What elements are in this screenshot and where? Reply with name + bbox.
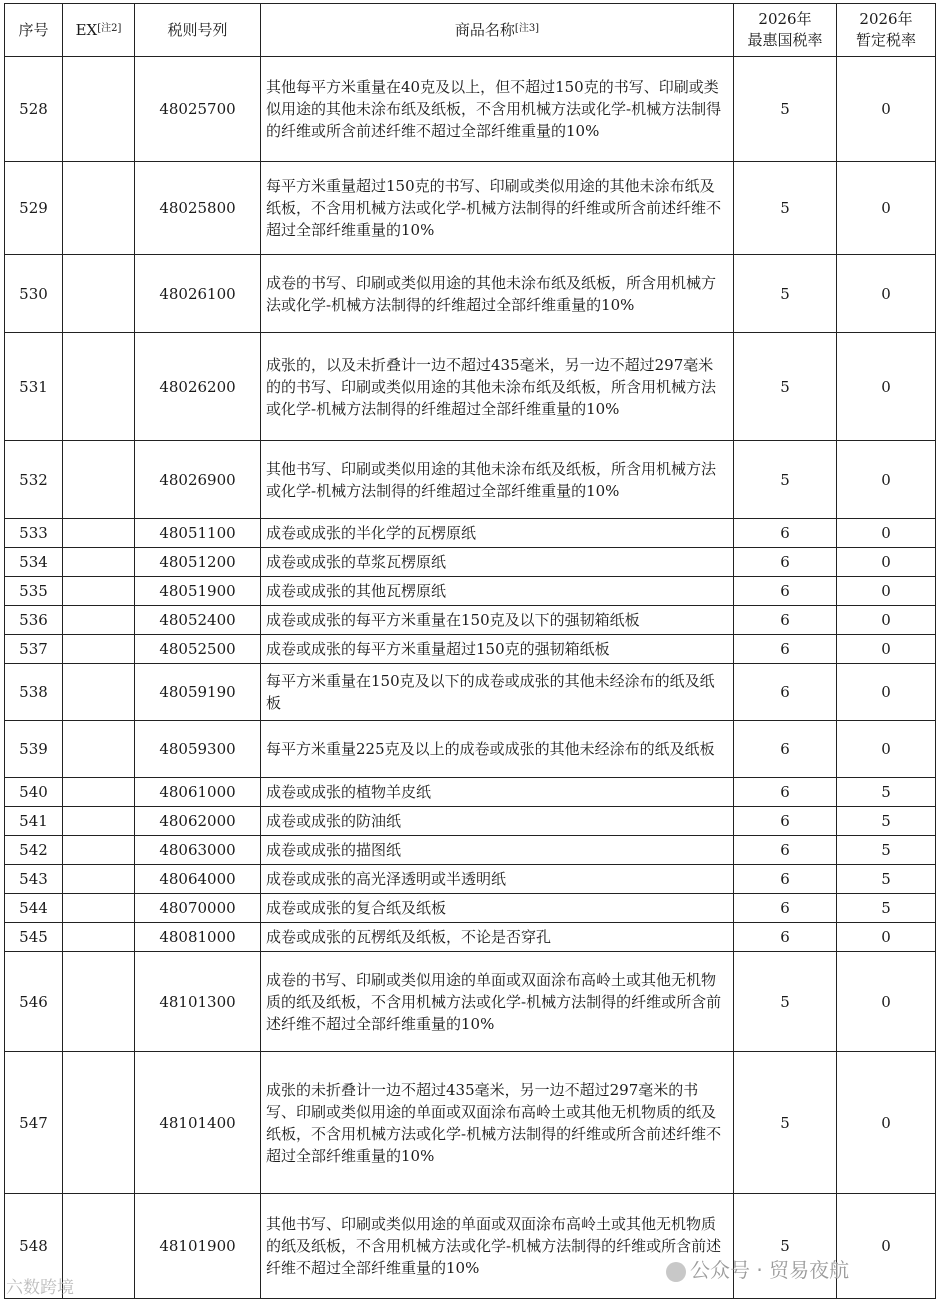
cell-seq: 546 bbox=[5, 952, 63, 1052]
cell-mfn-rate: 6 bbox=[734, 721, 837, 778]
table-row bbox=[5, 162, 936, 255]
cell-provisional-rate: 0 bbox=[837, 333, 936, 441]
cell-mfn-rate: 6 bbox=[734, 635, 837, 664]
cell-ex bbox=[63, 1052, 135, 1194]
cell-tariff-code: 48070000 bbox=[135, 894, 261, 923]
header-name-note: [注3] bbox=[514, 22, 540, 34]
table-row bbox=[5, 807, 936, 836]
cell-seq: 528 bbox=[5, 57, 63, 162]
cell-product-name: 成卷或成张的瓦楞纸及纸板，不论是否穿孔 bbox=[261, 923, 734, 952]
table-row bbox=[5, 635, 936, 664]
cell-provisional-rate: 0 bbox=[837, 1194, 936, 1299]
table-row bbox=[5, 548, 936, 577]
cell-ex bbox=[63, 664, 135, 721]
cell-mfn-rate: 5 bbox=[734, 1194, 837, 1299]
cell-provisional-rate: 0 bbox=[837, 664, 936, 721]
cell-seq: 538 bbox=[5, 664, 63, 721]
cell-mfn-rate: 6 bbox=[734, 548, 837, 577]
cell-seq: 536 bbox=[5, 606, 63, 635]
cell-tariff-code: 48101900 bbox=[135, 1194, 261, 1299]
table-row bbox=[5, 778, 936, 807]
table-row bbox=[5, 441, 936, 519]
cell-product-name: 成卷或成张的其他瓦楞原纸 bbox=[261, 577, 734, 606]
table-row bbox=[5, 1052, 936, 1194]
cell-provisional-rate: 0 bbox=[837, 635, 936, 664]
cell-mfn-rate: 6 bbox=[734, 807, 837, 836]
cell-tariff-code: 48051100 bbox=[135, 519, 261, 548]
cell-mfn-rate: 5 bbox=[734, 1052, 837, 1194]
cell-tariff-code: 48062000 bbox=[135, 807, 261, 836]
cell-product-name: 成卷或成张的草浆瓦楞原纸 bbox=[261, 548, 734, 577]
watermark-right-text: 公众号 · 贸易夜航 bbox=[690, 1258, 850, 1282]
cell-product-name: 成卷或成张的半化学的瓦楞原纸 bbox=[261, 519, 734, 548]
cell-provisional-rate: 5 bbox=[837, 778, 936, 807]
cell-ex bbox=[63, 836, 135, 865]
cell-tariff-code: 48064000 bbox=[135, 865, 261, 894]
table-row bbox=[5, 923, 936, 952]
header-seq: 序号 bbox=[5, 4, 63, 57]
cell-seq: 531 bbox=[5, 333, 63, 441]
cell-tariff-code: 48052500 bbox=[135, 635, 261, 664]
cell-provisional-rate: 5 bbox=[837, 865, 936, 894]
cell-mfn-rate: 6 bbox=[734, 519, 837, 548]
cell-mfn-rate: 5 bbox=[734, 57, 837, 162]
cell-ex bbox=[63, 865, 135, 894]
cell-seq: 533 bbox=[5, 519, 63, 548]
cell-ex bbox=[63, 519, 135, 548]
cell-tariff-code: 48059190 bbox=[135, 664, 261, 721]
cell-mfn-rate: 6 bbox=[734, 836, 837, 865]
wechat-icon bbox=[666, 1262, 686, 1282]
table-row bbox=[5, 333, 936, 441]
table-row bbox=[5, 519, 936, 548]
cell-seq: 537 bbox=[5, 635, 63, 664]
cell-tariff-code: 48026200 bbox=[135, 333, 261, 441]
cell-mfn-rate: 5 bbox=[734, 162, 837, 255]
header-ex-label: EX bbox=[75, 20, 98, 39]
table-row bbox=[5, 255, 936, 333]
cell-product-name: 成张的未折叠计一边不超过435毫米，另一边不超过297毫米的书写、印刷或类似用途的单面或双面涂布高岭土或其他无机物质的纸及纸板，不含用机械方法或化学-机械方法制得的纤维或所含前述纤维不超过全部纤维重量的10% bbox=[261, 1052, 734, 1194]
cell-ex bbox=[63, 923, 135, 952]
cell-ex bbox=[63, 333, 135, 441]
cell-product-name: 成张的，以及未折叠计一边不超过435毫米，另一边不超过297毫米的的书写、印刷或类似用途的其他未涂布纸及纸板，所含用机械方法或化学-机械方法制得的纤维超过全部纤维重量的10% bbox=[261, 333, 734, 441]
watermark-right bbox=[666, 1254, 849, 1283]
cell-ex bbox=[63, 778, 135, 807]
cell-product-name: 成卷或成张的复合纸及纸板 bbox=[261, 894, 734, 923]
cell-seq: 545 bbox=[5, 923, 63, 952]
table-body bbox=[5, 57, 936, 1299]
cell-provisional-rate: 5 bbox=[837, 807, 936, 836]
table-row bbox=[5, 865, 936, 894]
cell-product-name: 其他每平方米重量在40克及以上，但不超过150克的书写、印刷或类似用途的其他未涂布纸及纸板，不含用机械方法或化学-机械方法制得的纤维或所含前述纤维不超过全部纤维重量的10% bbox=[261, 57, 734, 162]
cell-product-name: 成卷的书写、印刷或类似用途的单面或双面涂布高岭土或其他无机物质的纸及纸板，不含用机械方法或化学-机械方法制得的纤维或所含前述纤维不超过全部纤维重量的10% bbox=[261, 952, 734, 1052]
cell-product-name: 每平方米重量在150克及以下的成卷或成张的其他未经涂布的纸及纸板 bbox=[261, 664, 734, 721]
header-row bbox=[5, 4, 936, 57]
cell-ex bbox=[63, 577, 135, 606]
cell-tariff-code: 48025800 bbox=[135, 162, 261, 255]
cell-tariff-code: 48061000 bbox=[135, 778, 261, 807]
cell-provisional-rate: 0 bbox=[837, 162, 936, 255]
cell-seq: 547 bbox=[5, 1052, 63, 1194]
cell-tariff-code: 48101400 bbox=[135, 1052, 261, 1194]
cell-ex bbox=[63, 441, 135, 519]
cell-product-name: 成卷或成张的防油纸 bbox=[261, 807, 734, 836]
cell-product-name: 成卷或成张的每平方米重量在150克及以下的强韧箱纸板 bbox=[261, 606, 734, 635]
cell-seq: 534 bbox=[5, 548, 63, 577]
cell-provisional-rate: 0 bbox=[837, 577, 936, 606]
cell-seq: 535 bbox=[5, 577, 63, 606]
cell-mfn-rate: 5 bbox=[734, 952, 837, 1052]
header-code: 税则号列 bbox=[135, 4, 261, 57]
cell-provisional-rate: 0 bbox=[837, 548, 936, 577]
cell-tariff-code: 48101300 bbox=[135, 952, 261, 1052]
cell-seq: 543 bbox=[5, 865, 63, 894]
cell-ex bbox=[63, 162, 135, 255]
header-prov-label: 暂定税率 bbox=[855, 31, 916, 49]
cell-ex bbox=[63, 606, 135, 635]
tariff-table bbox=[4, 3, 936, 1299]
cell-mfn-rate: 6 bbox=[734, 606, 837, 635]
cell-seq: 539 bbox=[5, 721, 63, 778]
cell-provisional-rate: 0 bbox=[837, 721, 936, 778]
cell-product-name: 成卷或成张的描图纸 bbox=[261, 836, 734, 865]
table-row bbox=[5, 664, 936, 721]
cell-seq: 548 bbox=[5, 1194, 63, 1299]
cell-product-name: 成卷或成张的高光泽透明或半透明纸 bbox=[261, 865, 734, 894]
cell-mfn-rate: 6 bbox=[734, 778, 837, 807]
cell-tariff-code: 48063000 bbox=[135, 836, 261, 865]
cell-tariff-code: 48081000 bbox=[135, 923, 261, 952]
cell-tariff-code: 48026900 bbox=[135, 441, 261, 519]
cell-tariff-code: 48025700 bbox=[135, 57, 261, 162]
cell-seq: 542 bbox=[5, 836, 63, 865]
cell-provisional-rate: 0 bbox=[837, 57, 936, 162]
cell-provisional-rate: 0 bbox=[837, 606, 936, 635]
cell-ex bbox=[63, 548, 135, 577]
cell-product-name: 每平方米重量225克及以上的成卷或成张的其他未经涂布的纸及纸板 bbox=[261, 721, 734, 778]
cell-product-name: 成卷的书写、印刷或类似用途的其他未涂布纸及纸板，所含用机械方法或化学-机械方法制得的纤维超过全部纤维重量的10% bbox=[261, 255, 734, 333]
cell-seq: 544 bbox=[5, 894, 63, 923]
cell-product-name: 每平方米重量超过150克的书写、印刷或类似用途的其他未涂布纸及纸板，不含用机械方法或化学-机械方法制得的纤维或所含前述纤维不超过全部纤维重量的10% bbox=[261, 162, 734, 255]
cell-ex bbox=[63, 807, 135, 836]
cell-mfn-rate: 5 bbox=[734, 255, 837, 333]
cell-tariff-code: 48052400 bbox=[135, 606, 261, 635]
cell-provisional-rate: 0 bbox=[837, 923, 936, 952]
table-row bbox=[5, 721, 936, 778]
watermark-left-text: 六数跨境 bbox=[6, 1278, 74, 1298]
cell-product-name: 其他书写、印刷或类似用途的其他未涂布纸及纸板，所含用机械方法或化学-机械方法制得的纤维超过全部纤维重量的10% bbox=[261, 441, 734, 519]
cell-mfn-rate: 6 bbox=[734, 923, 837, 952]
table-row bbox=[5, 836, 936, 865]
cell-ex bbox=[63, 721, 135, 778]
header-prov-year: 2026年 bbox=[859, 10, 913, 28]
cell-seq: 532 bbox=[5, 441, 63, 519]
table-row bbox=[5, 577, 936, 606]
header-mfn-label: 最惠国税率 bbox=[747, 31, 823, 49]
header-provisional-rate bbox=[837, 4, 936, 57]
cell-tariff-code: 48051900 bbox=[135, 577, 261, 606]
cell-product-name: 成卷或成张的植物羊皮纸 bbox=[261, 778, 734, 807]
table-row bbox=[5, 57, 936, 162]
cell-product-name: 其他书写、印刷或类似用途的单面或双面涂布高岭土或其他无机物质的纸及纸板，不含用机械方法或化学-机械方法制得的纤维或所含前述纤维不超过全部纤维重量的10% bbox=[261, 1194, 734, 1299]
cell-seq: 541 bbox=[5, 807, 63, 836]
cell-provisional-rate: 0 bbox=[837, 1052, 936, 1194]
cell-provisional-rate: 5 bbox=[837, 894, 936, 923]
cell-provisional-rate: 0 bbox=[837, 255, 936, 333]
header-ex bbox=[63, 4, 135, 57]
header-mfn-year: 2026年 bbox=[758, 10, 812, 28]
cell-seq: 540 bbox=[5, 778, 63, 807]
cell-ex bbox=[63, 57, 135, 162]
cell-ex bbox=[63, 894, 135, 923]
cell-seq: 529 bbox=[5, 162, 63, 255]
cell-mfn-rate: 5 bbox=[734, 441, 837, 519]
header-mfn-rate bbox=[734, 4, 837, 57]
cell-provisional-rate: 0 bbox=[837, 952, 936, 1052]
cell-ex bbox=[63, 255, 135, 333]
header-name bbox=[261, 4, 734, 57]
cell-tariff-code: 48059300 bbox=[135, 721, 261, 778]
watermark-left bbox=[6, 1273, 74, 1298]
cell-provisional-rate: 5 bbox=[837, 836, 936, 865]
cell-ex bbox=[63, 952, 135, 1052]
cell-mfn-rate: 6 bbox=[734, 664, 837, 721]
cell-tariff-code: 48026100 bbox=[135, 255, 261, 333]
cell-ex bbox=[63, 635, 135, 664]
header-name-label: 商品名称 bbox=[454, 20, 515, 39]
cell-provisional-rate: 0 bbox=[837, 441, 936, 519]
cell-mfn-rate: 6 bbox=[734, 577, 837, 606]
table-row bbox=[5, 952, 936, 1052]
cell-provisional-rate: 0 bbox=[837, 519, 936, 548]
cell-mfn-rate: 6 bbox=[734, 894, 837, 923]
cell-mfn-rate: 6 bbox=[734, 865, 837, 894]
cell-seq: 530 bbox=[5, 255, 63, 333]
cell-mfn-rate: 5 bbox=[734, 333, 837, 441]
cell-product-name: 成卷或成张的每平方米重量超过150克的强韧箱纸板 bbox=[261, 635, 734, 664]
table-row bbox=[5, 606, 936, 635]
table-row bbox=[5, 894, 936, 923]
cell-tariff-code: 48051200 bbox=[135, 548, 261, 577]
header-ex-note: [注2] bbox=[97, 22, 122, 34]
